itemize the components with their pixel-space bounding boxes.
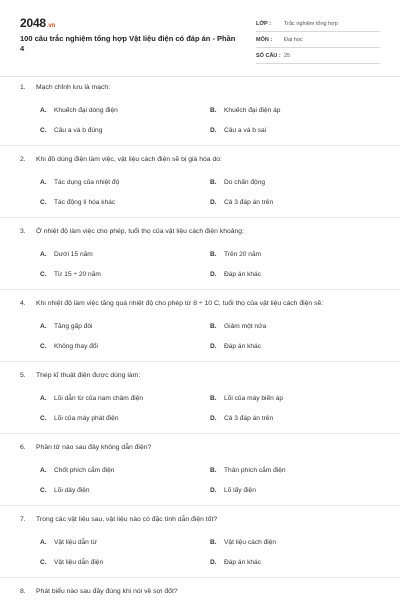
answer-option[interactable]	[210, 539, 276, 546]
answer-option[interactable]	[40, 467, 114, 474]
question-number: 7.	[20, 516, 26, 523]
option-text: Từ 15 ÷ 20 năm	[54, 271, 101, 278]
header-divider	[0, 76, 400, 77]
option-text: Chốt phích cắm điện	[54, 467, 115, 474]
answer-option[interactable]	[210, 487, 256, 494]
question-prompt: Thép kĩ thuật điện được dùng làm:	[36, 372, 141, 379]
question-number: 4.	[20, 300, 26, 307]
question-number: 1.	[20, 84, 26, 91]
question-divider	[0, 577, 400, 578]
meta-row-subject	[256, 32, 380, 48]
answer-option[interactable]	[210, 127, 266, 134]
option-letter: B.	[210, 395, 217, 402]
option-letter: C.	[40, 343, 47, 350]
question-number: 5.	[20, 372, 26, 379]
logo-main-text: 2048	[20, 16, 46, 30]
option-text: Dưới 15 năm	[54, 251, 93, 258]
option-text: Đáp án khác	[224, 559, 262, 566]
answer-option[interactable]	[40, 179, 119, 186]
answer-option[interactable]	[40, 415, 119, 422]
answer-option[interactable]	[40, 487, 90, 494]
option-text: Lõi của máy biến áp	[224, 395, 284, 402]
document-header	[20, 12, 380, 68]
option-letter: B.	[210, 251, 217, 258]
option-letter: C.	[40, 415, 47, 422]
option-letter: B.	[210, 323, 217, 330]
question-text	[20, 372, 140, 379]
option-letter: A.	[40, 539, 47, 546]
option-text: Lõi dẫn từ của nam châm điện	[54, 395, 144, 402]
answer-option[interactable]	[40, 127, 102, 134]
option-text: Câu a và b đúng	[54, 127, 103, 134]
logo-suffix-text: .vn	[46, 23, 55, 29]
option-text: Giảm một nửa	[224, 323, 267, 330]
answer-option[interactable]	[40, 271, 101, 278]
option-text: Đáp án khác	[224, 271, 262, 278]
question-number: 2.	[20, 156, 26, 163]
question-divider	[0, 361, 400, 362]
answer-option[interactable]	[40, 343, 98, 350]
question-divider	[0, 505, 400, 506]
meta-value: Trắc nghiệm tổng hợp	[284, 21, 338, 27]
option-letter: A.	[40, 395, 47, 402]
option-letter: A.	[40, 323, 47, 330]
option-text: Đáp án khác	[224, 343, 262, 350]
option-text: Không thay đổi	[54, 343, 98, 350]
option-text: Khuếch đại điện áp	[224, 107, 281, 114]
option-text: Thân phích cắm điện	[224, 467, 286, 474]
answer-option[interactable]	[210, 323, 266, 330]
answer-option[interactable]	[40, 199, 115, 206]
option-text: Lõi của máy phát điện	[54, 415, 119, 422]
question-text	[20, 156, 222, 163]
question-prompt: Ở nhiệt độ làm việc cho phép, tuổi thọ của vật liệu cách điện khoảng:	[36, 228, 244, 235]
option-letter: D.	[210, 343, 217, 350]
question-prompt: Mạch chỉnh lưu là mạch:	[36, 84, 111, 91]
meta-row-count	[256, 48, 380, 64]
option-text: Tác động lí hóa khác	[54, 199, 116, 206]
option-letter: D.	[210, 415, 217, 422]
answer-option[interactable]	[210, 271, 261, 278]
option-letter: B.	[210, 107, 217, 114]
option-text: Lõi dây điện	[54, 487, 90, 494]
question-number: 6.	[20, 444, 26, 451]
option-letter: C.	[40, 559, 47, 566]
answer-option[interactable]	[210, 343, 261, 350]
site-logo[interactable]	[20, 16, 55, 30]
option-text: Câu a và b sai	[224, 127, 267, 134]
meta-info-panel	[256, 16, 380, 64]
answer-option[interactable]	[210, 107, 280, 114]
option-letter: D.	[210, 127, 217, 134]
answer-option[interactable]	[40, 539, 97, 546]
option-letter: A.	[40, 467, 47, 474]
answer-option[interactable]	[40, 323, 93, 330]
meta-key: MÔN :	[256, 37, 273, 43]
option-letter: C.	[40, 271, 47, 278]
question-divider	[0, 145, 400, 146]
option-text: Cả 3 đáp án trên	[224, 415, 274, 422]
option-letter: D.	[210, 199, 217, 206]
option-letter: C.	[40, 487, 47, 494]
question-text	[20, 84, 110, 91]
meta-value: 25	[284, 53, 291, 59]
option-text: Tăng gấp đôi	[54, 323, 93, 330]
question-number: 3.	[20, 228, 26, 235]
option-text: Vật liệu cách điện	[224, 539, 277, 546]
option-text: Vật liệu dẫn điện	[54, 559, 104, 566]
meta-row-class	[256, 16, 380, 32]
answer-option[interactable]	[40, 107, 118, 114]
answer-option[interactable]	[40, 395, 143, 402]
option-text: Khuếch đại dòng điện	[54, 107, 118, 114]
option-letter: D.	[210, 271, 217, 278]
answer-option[interactable]	[40, 559, 103, 566]
meta-key: SỐ CÂU :	[256, 53, 281, 59]
answer-option[interactable]	[210, 559, 261, 566]
option-text: Cả 3 đáp án trên	[224, 199, 274, 206]
option-text: Trên 20 năm	[224, 251, 262, 258]
meta-key: LỚP :	[256, 21, 271, 27]
answer-option[interactable]	[210, 179, 265, 186]
answer-option[interactable]	[210, 395, 283, 402]
option-text: Vật liệu dẫn từ	[54, 539, 97, 546]
option-letter: C.	[40, 127, 47, 134]
question-text	[20, 228, 244, 235]
option-text: Lõ lấy điện	[224, 487, 256, 494]
option-letter: B.	[210, 179, 217, 186]
option-letter: A.	[40, 251, 47, 258]
question-text	[20, 444, 151, 451]
question-prompt: Phần tử nào sau đây không dẫn điện?	[36, 444, 152, 451]
option-letter: D.	[210, 487, 217, 494]
question-divider	[0, 217, 400, 218]
option-letter: A.	[40, 179, 47, 186]
answer-option[interactable]	[210, 415, 273, 422]
question-text	[20, 588, 178, 595]
question-prompt: Khi đồ dùng điện làm việc, vật liệu cách điện sẽ bị già hóa do:	[36, 156, 222, 163]
question-prompt: Trong các vật liệu sau, vật liệu nào có đặc tính dẫn điện tốt?	[36, 516, 218, 523]
option-letter: A.	[40, 107, 47, 114]
question-divider	[0, 433, 400, 434]
document-title: 100 câu trắc nghiệm tổng hợp Vật liệu điện có đáp án - Phần 4	[20, 34, 236, 53]
question-prompt: Phát biểu nào sau đây đúng khi nói về sợi đốt?	[36, 588, 178, 595]
option-letter: C.	[40, 199, 47, 206]
option-letter: B.	[210, 467, 217, 474]
option-letter: B.	[210, 539, 217, 546]
option-letter: D.	[210, 559, 217, 566]
answer-option[interactable]	[40, 251, 93, 258]
question-prompt: Khi nhiệt độ làm việc tăng quá nhiệt độ cho phép từ 8 ÷ 10 C, tuổi thọ của vật liệu cách điện sẽ:	[36, 300, 324, 307]
option-text: Do chấn động	[224, 179, 266, 186]
option-text: Tác dụng của nhiệt độ	[54, 179, 120, 186]
answer-option[interactable]	[210, 199, 273, 206]
question-text	[20, 300, 323, 307]
question-number: 8.	[20, 588, 26, 595]
question-divider	[0, 289, 400, 290]
meta-value: Đại học	[284, 37, 303, 43]
question-text	[20, 516, 217, 523]
answer-option[interactable]	[210, 251, 261, 258]
answer-option[interactable]	[210, 467, 286, 474]
